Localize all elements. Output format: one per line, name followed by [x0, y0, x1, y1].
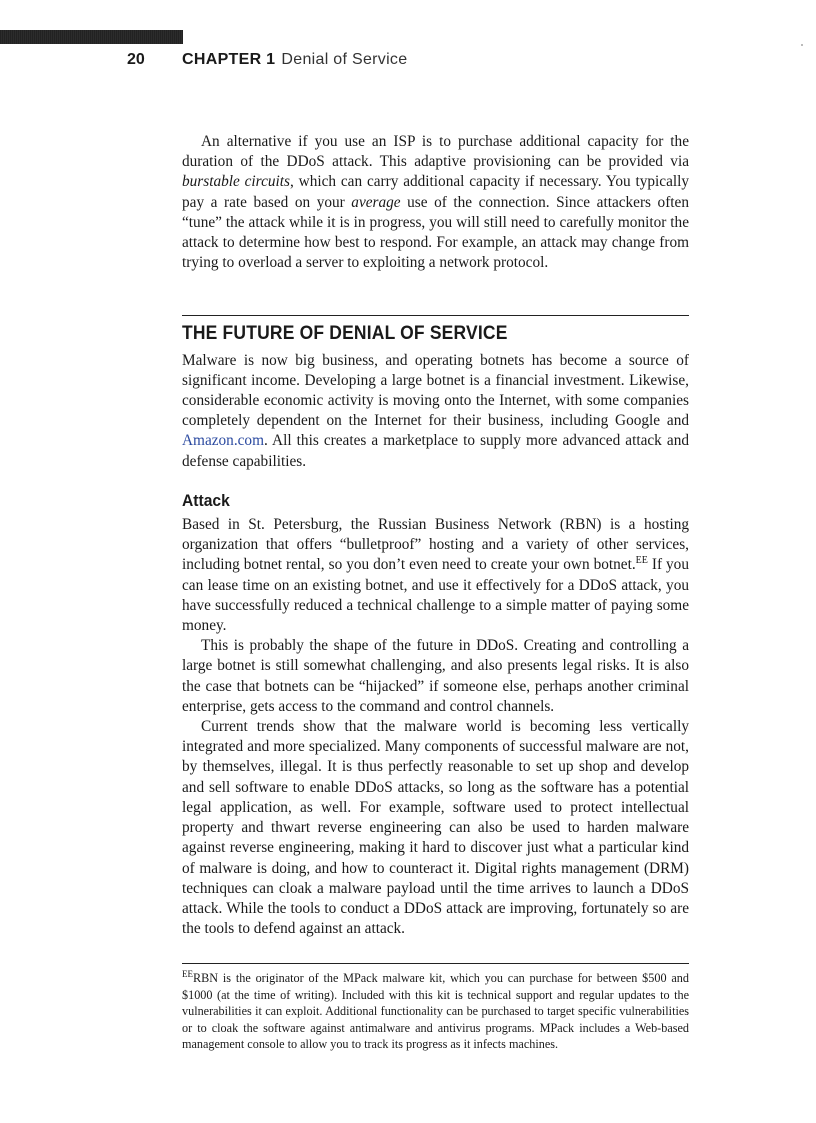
- header-bar: [0, 30, 183, 44]
- amazon-link[interactable]: Amazon.com: [182, 432, 264, 450]
- emphasis-burstable: burstable circuits: [182, 173, 290, 191]
- section-paragraph: Malware is now big business, and operating botnets has become a source of significant income. Developing a large botnet is a financial investment. Likewise, considerable economic activity is moving onto the Internet, with some companies completely dependent on the Internet for their business, including Google and Amazon.com. All this creates a marketplace to supply more advanced attack and defense capabilities.: [182, 351, 689, 470]
- footnote-ref[interactable]: EE: [635, 555, 648, 567]
- intro-paragraph: An alternative if you use an ISP is to purchase additional capacity for the duration of the DDoS attack. This adaptive provisioning can be provided via burstable circuits, which can carry additional capacity if necessary. You typically pay a rate based on your average use of the connection. Since attackers often “tune” the attack while it is in progress, you will still need to carefully monitor the attack to determine how best to respond. For example, an attack may change from trying to overload a server to exploiting a network protocol.: [182, 133, 690, 272]
- section-rule: [182, 315, 689, 316]
- page-number: 20: [127, 51, 145, 68]
- running-head: [0, 51, 500, 73]
- footnote-marker: EE: [182, 969, 193, 980]
- subsection-heading: Attack: [182, 490, 230, 510]
- emphasis-average: average: [351, 193, 401, 211]
- chapter-title: Denial of Service: [281, 51, 408, 68]
- footnote: $^{EE}$RBN is the originator of the MPack malware kit, which you can purchase for between $500 and $1000 (at the time of writing). Included with this kit is technical support and regular updates to the vulnerabilities it can exploit. Additional functionality can be purchased to target specific vulnerabilities or to cloak the software against antimalware and antivirus programs. MPack includes a Web-based management console to allow you to track its progress as it infects machines.: [182, 969, 689, 1051]
- scan-mark: [801, 44, 803, 46]
- chapter-label: [182, 51, 407, 69]
- section-heading: THE FUTURE OF DENIAL OF SERVICE: [182, 323, 508, 345]
- attack-paragraph-3: Current trends show that the malware world is becoming less vertically integrated and more specialized. Many components of successful malware are not, by themselves, illegal. It is thus perfectly reasonable to set up shop and develop and sell software to enable DDoS attacks, so long as the software has a potential legal application, as well. For example, software used to protect intellectual property and thwart reverse engineering can also be used to harden malware against reverse engineering, making it hard to discover just what a particular kind of malware is doing, and how to counteract it. Digital rights management (DRM) techniques can cloak a malware payload until the time arrives to launch a DDoS attack. While the tools to conduct a DDoS attack are improving, fortunately so are the tools to defend against an attack.: [182, 718, 689, 938]
- attack-paragraph-1: Based in St. Petersburg, the Russian Business Network (RBN) is a hosting organization that offers “bulletproof” hosting and a variety of other services, including botnet rental, so you don’t even need to create your own botnet.$^{EE}$ If you can lease time on an existing botnet, and use it effectively for a DDoS attack, you have successfully reduced a technical challenge to a simple matter of paying some money.: [182, 516, 689, 635]
- chapter-number: CHAPTER 1: [182, 51, 276, 68]
- attack-paragraph-2: This is probably the shape of the future in DDoS. Creating and controlling a large botnet is still somewhat challenging, and also presents legal risks. It is also the case that botnets can be “hijacked” if someone else, perhaps another criminal enterprise, gets access to the command and control channels.: [182, 637, 689, 715]
- page-body: [182, 132, 689, 1052]
